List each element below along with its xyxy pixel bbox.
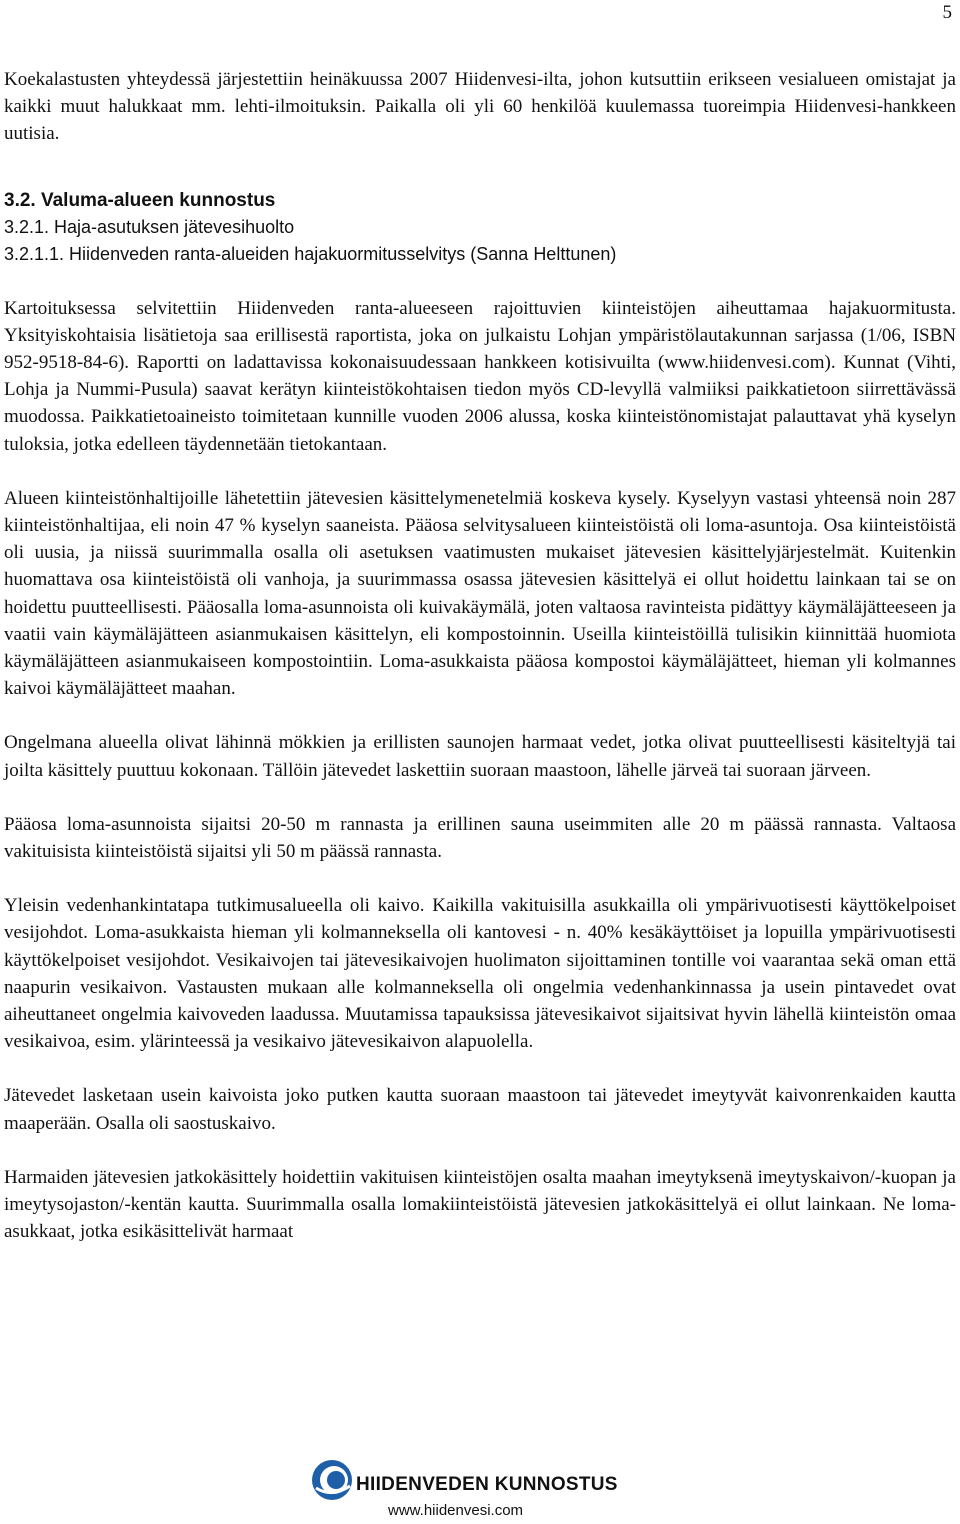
subsubsection-heading: 3.2.1.1. Hiidenveden ranta-alueiden hajakuormitusselvitys (Sanna Helttunen): [4, 243, 617, 264]
paragraph-treatment: Harmaiden jätevesien jatkokäsittely hoidettiin vakituisen kiinteistöjen osalta maahan imeytyksenä imeytyskaivon/-kuopan ja imeytysojaston/-kentän kautta. Suurimmalla osalla lomakiinteistöistä jätevesien jatkokäsittelyä ei ollut lainkaan. Ne loma-asukkaat, jotka esikäsittelivät harmaat: [4, 1166, 956, 1243]
paragraph-discharge: Jätevedet lasketaan usein kaivoista joko putken kautta suoraan maastoon tai jätevedet imeytyvät kaivonrenkaiden kautta maaperään. Osalla oli saostuskaivo.: [4, 1085, 956, 1134]
intro-paragraph: Koekalastusten yhteydessä järjestettiin heinäkuussa 2007 Hiidenvesi-ilta, johon kutsuttiin erikseen vesialueen omistajat ja kaikki muut halukkaat mm. lehti-ilmoituksin. Paikalla oli yli 60 henkilöä kuulemassa tuoreimpia Hiidenvesi-hankkeen uutisia.: [4, 69, 956, 145]
paragraph-survey-mapping: Kartoituksessa selvitettiin Hiidenveden ranta-alueeseen rajoittuvien kiinteistöjen aiheuttamaa hajakuormitusta. Yksityiskohtaisia lisätietoja saa erillisestä raportista, joka on julkaistu Lohjan ympäristölautakunnan sarjassa (1/06, ISBN 952-9518-84-6). Raportti on ladattavissa kokonaisuudessaan hankkeen kotisivuilta (www.hiidenvesi.com). Kunnat (Vihti, Lohja ja Nummi-Pusula) saavat kerätyn kiinteistökohtaisen tiedon myös CD-levyllä valmiiksi paikkatietoon siirrettävässä muodossa. Paikkatietoaineisto toimitetaan kunnille vuoden 2006 alussa, koska kiinteistönomistajat palauttavat yhä kyselyn tuloksia, jotka edelleen täydennetään tietokantaan.: [4, 297, 956, 455]
page-number: 5: [942, 2, 952, 23]
footer-title: HIIDENVEDEN KUNNOSTUS: [356, 1474, 618, 1495]
subsection-heading: 3.2.1. Haja-asutuksen jätevesihuolto: [4, 216, 295, 237]
paragraph-water-supply: Yleisin vedenhankintatapa tutkimusalueella oli kaivo. Kaikilla vakituisilla asukkailla oli ympärivuotisesti käyttökelpoiset vesijohdot. Loma-asukkaista hieman yli kolmanneksella oli kantovesi - n. 40% kesäkäyttöiset ja lopuilla ympärivuotisesti käyttökelpoiset vesijohdot. Vesikaivojen tai jätevesikaivojen huolimaton sijoittaminen tontille voi vaarantaa sekä oman että naapurin vesikaivon. Vastausten mukaan alle kolmanneksella oli ongelmia vedenhankinnassa ja usein pintavedet ovat aiheuttaneet ongelmia kaivoveden laadussa. Muutamissa tapauksissa jätevesikaivot sijaitsivat hyvin lähellä kiinteistön omaa vesikaivoa, esim. ylärinteessä ja vesikaivo jätevesikaivon alapuolella.: [4, 895, 956, 1053]
document-body: [4, 66, 956, 1246]
footer-url[interactable]: www.hiidenvesi.com: [388, 1502, 524, 1519]
paragraph-grey-water: Ongelmana alueella olivat lähinnä mökkien ja erillisten saunojen harmaat vedet, jotka olivat puutteellisesti käsiteltyjä tai joilta käsittely puuttuu kokonaan. Tällöin jätevedet laskettiin suoraan maastoon, lähelle järveä tai suoraan järveen.: [4, 732, 956, 781]
paragraph-questionnaire: Alueen kiinteistönhaltijoille lähetettiin jätevesien käsittelymenetelmiä koskeva kysely. Kyselyyn vastasi yhteensä noin 287 kiinteistönhaltijaa, eli noin 47 % kyselyn saaneista. Pääosa selvitysalueen kiinteistöistä oli loma-asuntoja. Osa kiinteistöistä oli uusia, ja niissä suurimmalla osalla oli asetuksen vaatimusten mukaiset jätevesien käsittelyjärjestelmät. Kuitenkin huomattava osa kiinteistöistä oli vanhoja, ja suurimmassa osassa jätevesien käsittelyä ei ollut hoidettu lainkaan tai se on hoidettu puutteellisesti. Pääosalla loma-asunnoista oli kuivakäymälä, joten valtaosa ravinteista pidättyy käymäläjätteeseen ja vaatii vain käymäläjätteen asianmukaisen käsittelyn, eli kompostoinnin. Useilla kiinteistöillä tulisikin kiinnittää huomiota käymäläjätteen asianmukaiseen kompostointiin. Loma-asukkaista pääosa kompostoi käymäläjätteet, hieman yli kolmannes kaivoi käymäläjätteet maahan.: [4, 487, 956, 700]
section-heading: 3.2. Valuma-alueen kunnostus: [4, 189, 276, 211]
hiidenvesi-logo-icon: [310, 1458, 354, 1502]
footer: [310, 1458, 650, 1520]
paragraph-distance: Pääosa loma-asunnoista sijaitsi 20-50 m rannasta ja erillinen sauna useimmiten alle 20 m päässä rannasta. Valtaosa vakituisista kiinteistöistä sijaitsi yli 50 m päässä rannasta.: [4, 813, 956, 863]
